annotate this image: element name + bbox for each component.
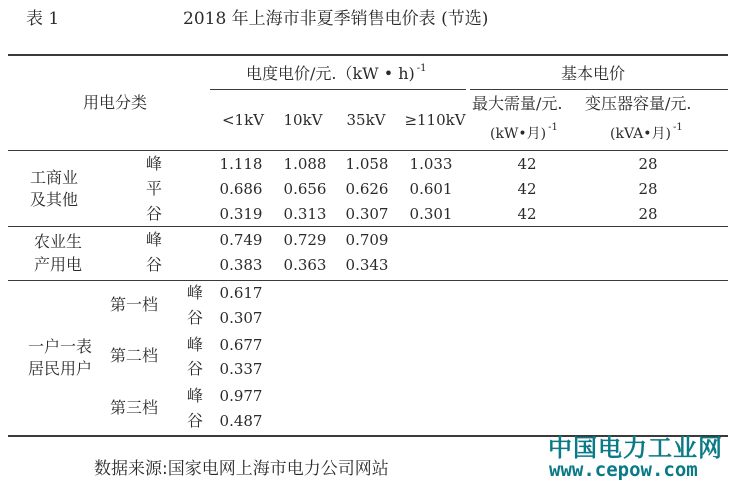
residential-name-1: 一户一表: [28, 337, 93, 356]
price-cell: 0.363: [283, 256, 327, 274]
energy-sub-rule: [210, 89, 466, 90]
watermark-brand: 中国电力工业网: [548, 434, 723, 462]
data-source: 数据来源:国家电网上海市电力公司网站: [94, 459, 389, 479]
tier-label: 第一档: [110, 295, 159, 314]
price-cell: 0.626: [345, 180, 389, 198]
commercial-name-2: 及其他: [30, 190, 79, 209]
price-cell: 1.033: [409, 155, 453, 173]
tier-label: 第二档: [110, 346, 159, 365]
category-header: 用电分类: [83, 93, 148, 112]
agriculture-rule: [8, 280, 728, 281]
period-label: 峰: [146, 154, 163, 173]
price-cell: 0.617: [219, 284, 263, 302]
header-rule: [8, 150, 728, 151]
voltage-header-2: 10kV: [283, 111, 323, 129]
energy-price-header: 电度电价/元.（kW • h) $^{-1}$: [246, 63, 427, 83]
transformer-unit: (kVA•月) $^{-1}$: [610, 122, 683, 142]
price-cell: 0.749: [219, 231, 263, 249]
demand-cell: 42: [517, 180, 537, 198]
voltage-header-1: <1kV: [221, 111, 265, 129]
price-cell: 0.301: [409, 205, 453, 223]
commercial-name-1: 工商业: [30, 168, 79, 187]
price-cell: 1.058: [345, 155, 389, 173]
watermark-url: www.cepow.com: [549, 459, 698, 481]
max-demand-unit: (kW•月) $^{-1}$: [490, 122, 558, 142]
transformer-header: 变压器容量/元.: [585, 94, 692, 113]
price-cell: 0.307: [219, 309, 263, 327]
price-cell: 0.601: [409, 180, 453, 198]
price-cell: 0.677: [219, 336, 263, 354]
price-cell: 0.656: [283, 180, 327, 198]
period-label: 谷: [187, 359, 204, 378]
residential-name-2: 居民用户: [28, 359, 93, 378]
period-label: 峰: [187, 335, 204, 354]
price-cell: 1.118: [219, 155, 263, 173]
capacity-cell: 28: [638, 155, 658, 173]
capacity-cell: 28: [638, 180, 658, 198]
table-label: 表 1: [26, 9, 60, 29]
voltage-header-3: 35kV: [346, 111, 386, 129]
period-label: 峰: [187, 283, 204, 302]
price-cell: 0.383: [219, 256, 263, 274]
max-demand-header: 最大需量/元.: [472, 94, 563, 113]
period-label: 平: [146, 179, 163, 198]
price-cell: 0.307: [345, 205, 389, 223]
tier-label: 第三档: [110, 398, 159, 417]
price-cell: 0.319: [219, 205, 263, 223]
basic-sub-rule: [470, 89, 728, 90]
period-label: 谷: [187, 308, 204, 327]
price-cell: 0.337: [219, 360, 263, 378]
commercial-rule: [8, 226, 728, 227]
price-cell: 0.686: [219, 180, 263, 198]
period-label: 谷: [146, 255, 163, 274]
period-label: 谷: [146, 204, 163, 223]
price-cell: 0.709: [345, 231, 389, 249]
period-label: 峰: [146, 230, 163, 249]
top-rule: [8, 54, 728, 56]
price-cell: 0.729: [283, 231, 327, 249]
table-title: 2018 年上海市非夏季销售电价表 (节选): [183, 9, 489, 29]
period-label: 谷: [187, 411, 204, 430]
demand-cell: 42: [517, 155, 537, 173]
capacity-cell: 28: [638, 205, 658, 223]
agriculture-name-1: 农业生: [34, 232, 83, 251]
price-cell: 0.343: [345, 256, 389, 274]
price-cell: 0.977: [219, 387, 263, 405]
price-cell: 1.088: [283, 155, 327, 173]
voltage-header-4: ≥110kV: [404, 111, 466, 129]
price-cell: 0.313: [283, 205, 327, 223]
price-cell: 0.487: [219, 412, 263, 430]
basic-price-header: 基本电价: [561, 64, 626, 83]
agriculture-name-2: 产用电: [34, 255, 83, 274]
period-label: 峰: [187, 386, 204, 405]
demand-cell: 42: [517, 205, 537, 223]
